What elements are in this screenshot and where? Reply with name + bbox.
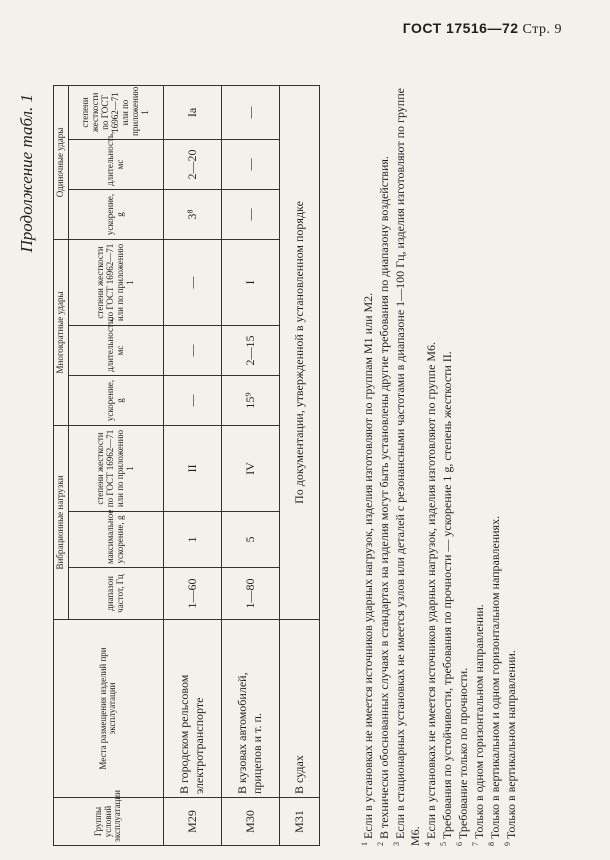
cell-place: В судах xyxy=(279,620,319,798)
footnote: $^2$ В технически обоснованных случаях в стандартах на изделия могут быть установлены другие требования по диапазону воздействия. xyxy=(376,156,391,846)
page-header xyxy=(403,20,562,38)
cell-single-dur: — xyxy=(221,139,279,189)
footnote: $^5$ Требования по устойчивости, требования по прочности — ускорение 1 g, степень жесткости II. xyxy=(439,351,454,846)
footnote: $^4$ Если в установках не имеется источников ударных нагрузок, изделия изготовляют по группе М6. xyxy=(423,341,438,846)
cell-single-degree: Iа xyxy=(163,85,221,139)
rotated-page xyxy=(15,86,595,846)
col-vib-degree: степени жесткости по ГОСТ 16962—71 или по приложению 1 xyxy=(68,425,163,511)
col-single-acc: ускорение, g xyxy=(68,189,163,239)
col-multi-acc: ускорение, g xyxy=(68,375,163,425)
col-single-dur: длительность, мс xyxy=(68,139,163,189)
cell-multi-acc: 15⁹ xyxy=(221,375,279,425)
cell-max-acc: 1 xyxy=(163,512,221,568)
cell-multi-degree: — xyxy=(163,239,221,325)
cell-max-acc: 5 xyxy=(221,512,279,568)
cell-group: М31 xyxy=(279,798,319,846)
col-single-degree: степени жесткости по ГОСТ 16962—71 или по приложению 1 xyxy=(68,85,163,139)
cell-group: М29 xyxy=(163,798,221,846)
table-subtitle: Продолжение табл. 1 xyxy=(17,94,36,253)
table-row xyxy=(221,85,279,845)
col-multiple-shocks: Многократные удары xyxy=(54,239,69,425)
table-row xyxy=(279,85,319,845)
cell-freq: 1—80 xyxy=(221,568,279,620)
col-single-shocks: Одиночные удары xyxy=(54,85,69,239)
cell-single-acc: — xyxy=(221,189,279,239)
cell-single-acc: 3⁸ xyxy=(163,189,221,239)
cell-single-degree: — xyxy=(221,85,279,139)
footnote: $^6$ Требование только по прочности. xyxy=(455,667,470,846)
cell-freq: 1—60 xyxy=(163,568,221,620)
col-vibration: Вибрационные нагрузки xyxy=(54,425,69,619)
cell-multi-acc: — xyxy=(163,375,221,425)
footnote: $^8$ Только в вертикальном и одном горизонтальном направлениях. xyxy=(487,515,502,846)
cell-place: В кузовах автомобилей, прицепов и т. п. xyxy=(221,620,279,798)
table-row xyxy=(163,85,221,845)
col-multi-dur: длительность, мс xyxy=(68,325,163,375)
footnotes xyxy=(360,86,519,846)
cell-span-note: По документации, утвержденной в установленном порядке xyxy=(279,85,319,619)
cell-place: В городском рельсовом электротранспорте xyxy=(163,620,221,798)
cell-multi-dur: 2—15 xyxy=(221,325,279,375)
cell-vib-degree: IV xyxy=(221,425,279,511)
standard-number: ГОСТ 17516—72 xyxy=(402,20,519,36)
col-group: Группы условий эксплуатации xyxy=(54,798,164,846)
page-number: Стр. 9 xyxy=(522,22,562,37)
cell-vib-degree: II xyxy=(163,425,221,511)
footnote: $^3$ Если в стационарных установках не имеется узлов или деталей с резонансными частотами в диапазоне 1—100 Гц, изделия изготовляют по группе М6. xyxy=(392,88,422,846)
col-multi-degree: степени жесткости по ГОСТ 16962—71 или по приложению 1 xyxy=(68,239,163,325)
cell-single-dur: 2—20 xyxy=(163,139,221,189)
header-row-1 xyxy=(54,85,69,845)
conditions-table xyxy=(53,85,320,846)
col-freq: диапазон частот, Гц xyxy=(68,568,163,620)
col-max-acc: максимальное ускорение, g xyxy=(68,512,163,568)
cell-multi-degree: I xyxy=(221,239,279,325)
footnote: $^1$ Если в установках не имеется источников ударных нагрузок, изделия изготовляют по группам М1 или М2. xyxy=(360,292,375,846)
col-place: Места размещения изделий при эксплуатации xyxy=(54,620,164,798)
footnote: $^9$ Только в вертикальном направлении. xyxy=(503,650,518,846)
footnote: $^7$ Только в одном горизонтальном направлении. xyxy=(471,604,486,846)
cell-multi-dur: — xyxy=(163,325,221,375)
cell-group: М30 xyxy=(221,798,279,846)
